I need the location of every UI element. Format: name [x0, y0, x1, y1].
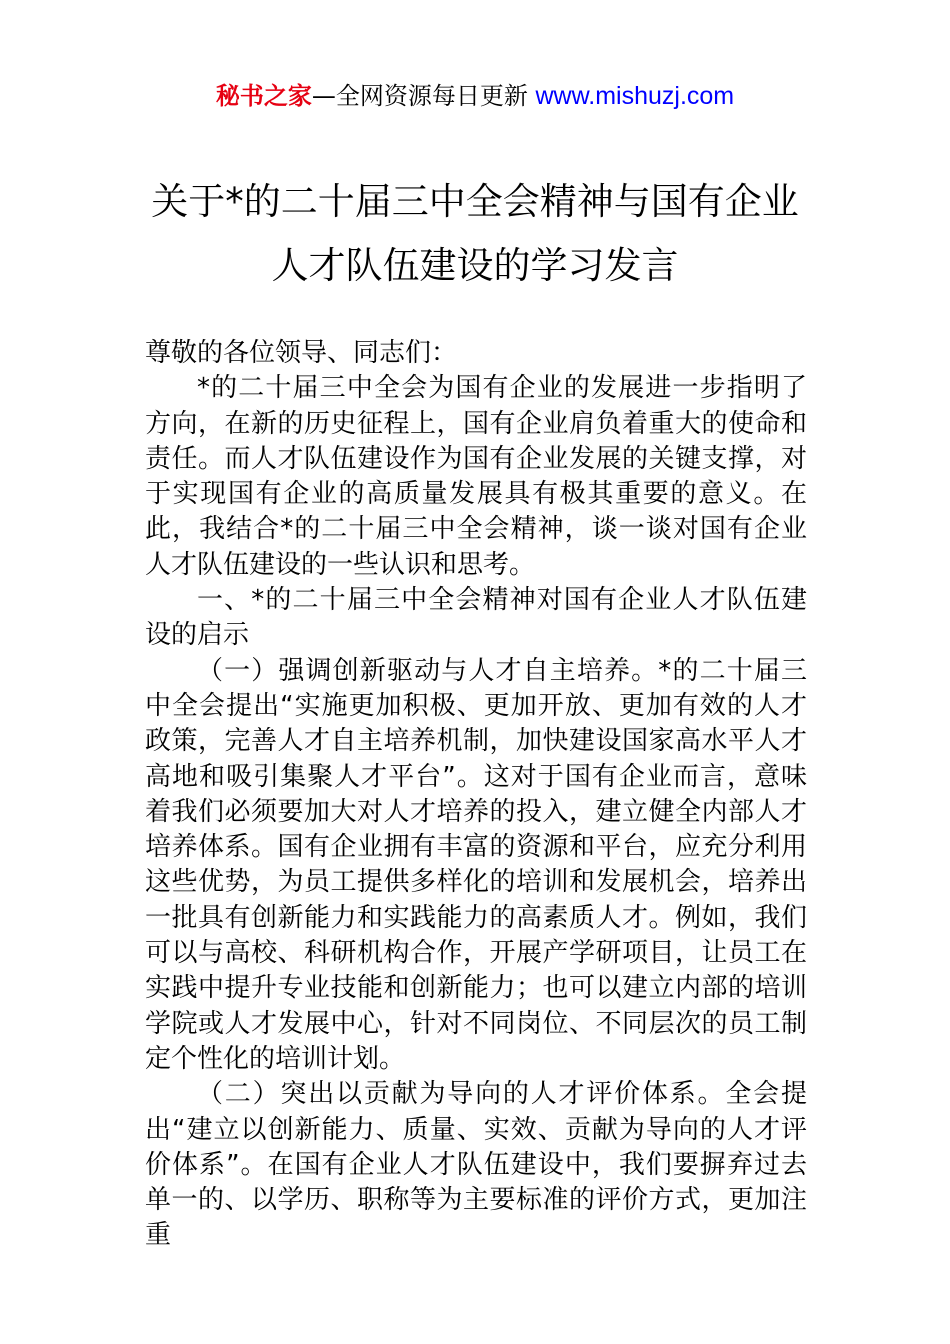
paragraph-point-2: （二）突出以贡献为导向的人才评价体系。全会提出“建立以创新能力、质量、实效、贡献为导向的人才评价体系”。在国有企业人才队伍建设中，我们要摒弃过去单一的、以学历、职称等为主要标准的评价方式，更加注重 [145, 1079, 807, 1251]
salutation: 尊敬的各位领导、同志们： [145, 338, 458, 368]
paragraph-point-1: （一）强调创新驱动与人才自主培养。*的二十届三中全会提出“实施更加积极、更加开放、更加有效的人才政策，完善人才自主培养机制，加快建设国家高水平人才高地和吸引集聚人才平台”。这对于国有企业而言，意味着我们必须要加大对人才培养的投入，建立健全内部人才培养体系。国有企业拥有丰富的资源和平台，应充分利用这些优势，为员工提供多样化的培训和发展机会，培养出一批具有创新能力和实践能力的高素质人才。例如，我们可以与高校、科研机构合作，开展产学研项目，让员工在实践中提升专业技能和创新能力；也可以建立内部的培训学院或人才发展中心，针对不同岗位、不同层次的员工制定个性化的培训计划。 [145, 655, 807, 1074]
title-line-1: 关于*的二十届三中全会精神与国有企业 [151, 180, 799, 223]
title-line-2: 人才队伍建设的学习发言 [271, 244, 679, 287]
document-body [145, 336, 807, 1254]
section-heading-1: 一、*的二十届三中全会精神对国有企业人才队伍建设的启示 [145, 585, 807, 651]
site-header [0, 80, 950, 112]
site-url[interactable]: www.mishuzj.com [535, 82, 735, 110]
document-title [0, 170, 950, 298]
paragraph-intro: *的二十届三中全会为国有企业的发展进一步指明了方向，在新的历史征程上，国有企业肩负着重大的使命和责任。而人才队伍建设作为国有企业发展的关键支撑，对于实现国有企业的高质量发展具有极其重要的意义。在此，我结合*的二十届三中全会精神，谈一谈对国有企业人才队伍建设的一些认识和思考。 [145, 373, 807, 580]
header-tagline: —全网资源每日更新 [311, 82, 536, 110]
brand-name: 秘书之家 [215, 82, 312, 110]
